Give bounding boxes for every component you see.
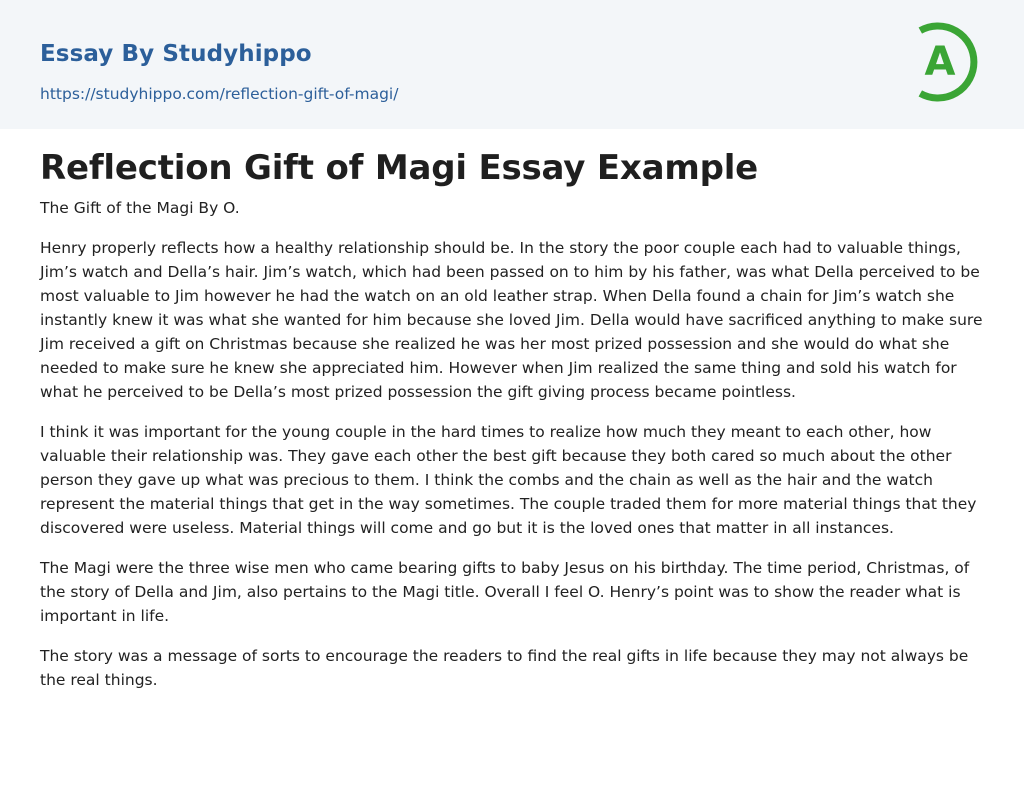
studyhippo-logo-icon[interactable] (912, 19, 986, 105)
article-title: Reflection Gift of Magi Essay Example (40, 148, 759, 188)
site-header (0, 0, 1024, 129)
article-byline: The Gift of the Magi By O. (40, 199, 240, 217)
article (40, 146, 988, 692)
article-paragraph: I think it was important for the young couple in the hard times to realize how much they meant to each other, how valuable their relationship was. They gave each other the best gift because they both cared so much about the other person they gave up what was precious to them. I think the combs and the chain as well as the hair and the watch represent the material things that get in the way sometimes. The couple traded them for more material things that they discovered were useless. Material things will come and go but it is the loved ones that matter in all instances. (40, 423, 977, 537)
article-paragraph: The story was a message of sorts to encourage the readers to find the real gifts in life because they may not always be the real things. (40, 647, 969, 689)
article-paragraph: The Magi were the three wise men who came bearing gifts to baby Jesus on his birthday. The time period, Christmas, of the story of Della and Jim, also pertains to the Magi title. Overall I feel O. Henry’s point was to show the reader what is important in life. (40, 559, 970, 625)
site-brand[interactable]: Essay By Studyhippo (40, 41, 312, 67)
article-paragraph: Henry properly reflects how a healthy relationship should be. In the story the poor couple each had to valuable things, Jim’s watch and Della’s hair. Jim’s watch, which had been passed on to him by his father, was what Della perceived to be most valuable to Jim however he had the watch on an old leather strap. When Della found a chain for Jim’s watch she instantly knew it was what she wanted for him because she loved Jim. Della would have sacrificed anything to make sure Jim received a gift on Christmas because she realized he was her most prized possession and she would do what she needed to make sure he knew she appreciated him. However when Jim realized the same thing and sold his watch for what he perceived to be Della’s most prized possession the gift giving process became pointless. (40, 239, 983, 401)
page-url-link[interactable]: https://studyhippo.com/reflection-gift-of-magi/ (40, 85, 399, 103)
logo-letter: A (924, 39, 956, 85)
